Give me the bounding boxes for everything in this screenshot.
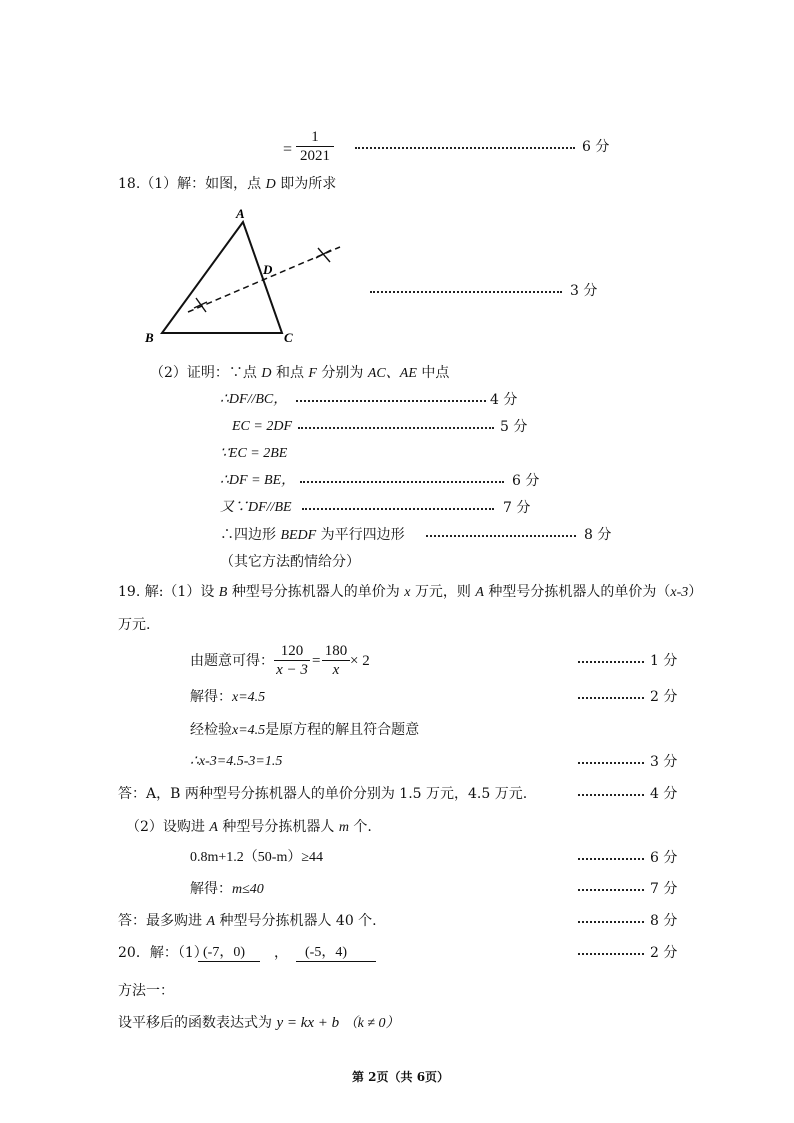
- score: 6 分: [512, 473, 540, 489]
- fraction-numerator: 120: [274, 642, 310, 661]
- fraction-120-over-x-minus-3: [274, 642, 310, 679]
- q18-part1-tail: 即为所求: [280, 176, 337, 192]
- text: （2）设购进: [126, 819, 205, 835]
- var-x: x: [404, 585, 411, 600]
- answer-1: 答：A，B 两种型号分拣机器人的单价分别为 1.5 万元，4.5 万元.: [118, 786, 528, 802]
- triangle-figure: [140, 200, 360, 350]
- score-leader-dots: [578, 661, 644, 663]
- proof-step-2: EC = 2DF: [232, 419, 292, 434]
- equals-sign: =: [283, 141, 293, 158]
- solution: m≤40: [232, 882, 264, 897]
- text: 设平移后的函数表达式为: [118, 1015, 272, 1031]
- solution: x=4.5: [232, 723, 266, 738]
- q19-part1: [118, 583, 702, 602]
- point-d: D: [265, 177, 276, 192]
- score-leader-dots: [370, 291, 562, 293]
- fraction-denominator: x − 3: [276, 662, 308, 678]
- q18-part2-statement: [150, 364, 449, 383]
- text: 万元，则: [414, 584, 471, 600]
- fraction-180-over-x: [322, 642, 350, 679]
- score: 3 分: [650, 754, 678, 770]
- text: 分别为: [321, 365, 364, 381]
- point-d: D: [261, 366, 272, 381]
- score-leader-dots: [578, 762, 644, 764]
- text: （2）证明：∵点: [150, 365, 257, 381]
- score: 2 分: [650, 689, 678, 705]
- label-c: C: [284, 330, 293, 345]
- text: 种型号分拣机器人的单价为（: [488, 584, 671, 600]
- score-leader-dots: [298, 427, 494, 429]
- q18-part1: [118, 175, 336, 194]
- underline-1: [198, 961, 260, 962]
- underline-2: [296, 961, 376, 962]
- expr: x-3: [670, 585, 689, 600]
- times-two: × 2: [350, 653, 370, 669]
- score-leader-dots: [578, 858, 644, 860]
- q20-last-line: [118, 1014, 400, 1033]
- text: 19. 解:（1）设: [118, 584, 215, 600]
- check-line: [190, 721, 419, 740]
- var-a: A: [206, 914, 216, 929]
- condition: （k ≠ 0）: [343, 1016, 400, 1031]
- equals-sign: =: [312, 653, 321, 669]
- text: 中点: [421, 365, 450, 381]
- score-leader-dots: [302, 508, 494, 510]
- text: ∴四边形: [220, 527, 276, 543]
- text: 是原方程的解且符合题意: [265, 722, 420, 738]
- text: 答：最多购进: [118, 913, 202, 929]
- text: ）: [688, 584, 703, 600]
- score: 3 分: [570, 283, 598, 299]
- text: 为平行四边形: [320, 527, 405, 543]
- q19-part1-line2: 万元.: [118, 617, 151, 633]
- calc-line: ∴x-3=4.5-3=1.5: [190, 754, 283, 769]
- text: 种型号分拣机器人的单价为: [231, 584, 400, 600]
- fraction-1-over-2021: [296, 128, 334, 165]
- score-leader-dots: [355, 147, 575, 149]
- solve-line: [190, 688, 265, 707]
- var-m: m: [338, 820, 349, 835]
- score-leader-dots: [578, 794, 644, 796]
- q19-part2: [126, 818, 372, 837]
- score: 8 分: [650, 913, 678, 929]
- page-footer: 第 2页（共 6页）: [352, 1070, 450, 1084]
- fraction-numerator: 1: [296, 128, 334, 147]
- text: 种型号分拣机器人 40 个.: [219, 913, 377, 929]
- proof-step-1: ∴DF//BC，: [220, 392, 288, 407]
- text: 解得：: [190, 689, 232, 705]
- solution: x=4.5: [232, 690, 266, 705]
- text: 经检验: [190, 722, 232, 738]
- score: 7 分: [650, 881, 678, 897]
- label-a: A: [236, 206, 245, 221]
- var-a: A: [475, 585, 484, 600]
- triangle-abc: [162, 222, 282, 333]
- score: 1 分: [650, 653, 678, 669]
- fraction-numerator: 180: [322, 642, 350, 661]
- score-leader-dots: [578, 953, 644, 955]
- score: 6 分: [650, 850, 678, 866]
- score-leader-dots: [578, 921, 644, 923]
- label-b: B: [145, 330, 154, 345]
- segments: AC、AE: [367, 366, 417, 381]
- equation-label: 由题意可得：: [190, 653, 274, 669]
- answer-blank-1: (-7，0): [203, 945, 245, 960]
- scoring-note: （其它方法酌情给分）: [220, 554, 360, 570]
- q20-head: 20．解：（1）: [118, 945, 208, 961]
- proof-step-6: [220, 526, 405, 545]
- text: 和点: [275, 365, 304, 381]
- text: 解得：: [190, 881, 232, 897]
- text: 种型号分拣机器人: [222, 819, 335, 835]
- function-expression: y = kx + b: [276, 1015, 340, 1031]
- separator: ，: [274, 945, 288, 961]
- var-a: A: [209, 820, 218, 835]
- var-b: B: [218, 585, 228, 600]
- answer-2: [118, 912, 377, 931]
- proof-step-4: ∴DF = BE，: [220, 473, 296, 488]
- score-leader-dots: [296, 400, 486, 402]
- arc-mark-upper: [316, 248, 331, 262]
- score-leader-dots: [578, 697, 644, 699]
- point-f: F: [308, 366, 317, 381]
- method-label: 方法一：: [118, 983, 174, 999]
- text: 个.: [353, 819, 372, 835]
- score: 6 分: [582, 139, 610, 155]
- score-leader-dots: [300, 481, 504, 483]
- score: 4 分: [490, 392, 518, 408]
- inequality: 0.8m+1.2（50-m）≥44: [190, 850, 324, 865]
- arc-mark-lower: [194, 298, 207, 312]
- q18-part1-text: 18.（1）解：如图，点: [118, 176, 262, 192]
- proof-step-3: ∵EC = 2BE: [220, 446, 288, 461]
- solve-line-2: [190, 880, 264, 899]
- score: 7 分: [503, 500, 531, 516]
- score-leader-dots: [578, 889, 644, 891]
- score-leader-dots: [426, 535, 576, 537]
- score: 2 分: [650, 945, 678, 961]
- fraction-denominator: 2021: [300, 148, 330, 164]
- score: 5 分: [500, 419, 528, 435]
- label-d: D: [263, 262, 273, 277]
- fraction-denominator: x: [332, 662, 340, 678]
- score: 8 分: [584, 527, 612, 543]
- proof-step-5: 又∵DF//BE: [220, 500, 292, 515]
- score: 4 分: [650, 786, 678, 802]
- quadrilateral-name: BEDF: [280, 528, 317, 543]
- answer-blank-2: (-5，4): [305, 945, 347, 960]
